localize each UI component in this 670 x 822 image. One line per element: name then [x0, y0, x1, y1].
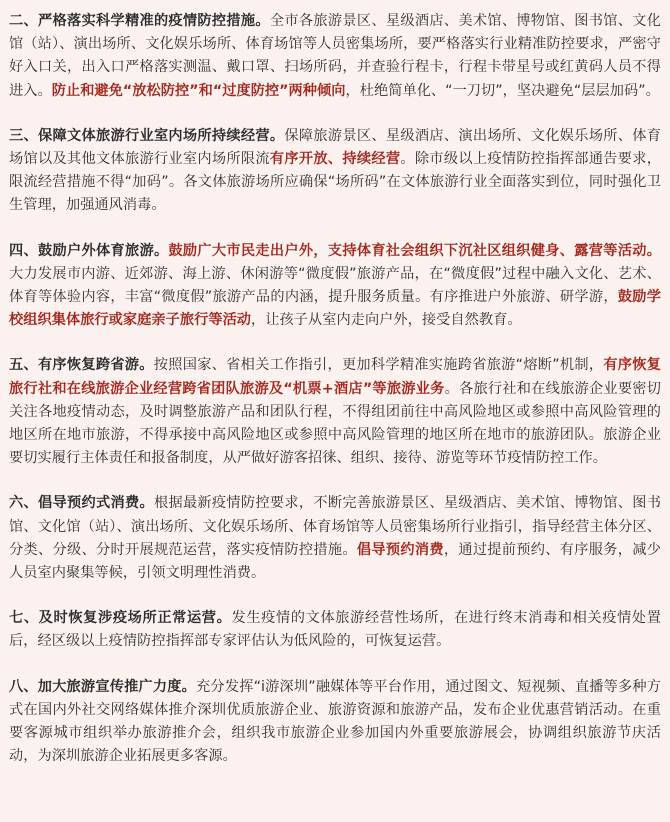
section-text: ，通过提前预约、有序服务，减少人员室内聚集等候，引领文明理性消费。 [9, 541, 661, 582]
section-heading: 六、倡导预约式消费。 [9, 495, 154, 512]
section-heading: 二、严格落实科学精准的疫情防控措施。 [9, 13, 270, 29]
section-text: ，杜绝简单化、“一刀切”，坚决避免“层层加码”。 [345, 82, 660, 99]
highlight-text: 鼓励广大市民走出户外，支持体育社会组织下沉社区组织健身、露营等活动。 [168, 242, 661, 259]
highlight-text: 有序恢复旅行社和在线旅游企业经营跨省团队旅游及“机票+酒店”等旅游业务 [9, 357, 661, 397]
section-text: 充分发挥“i游深圳”融媒体等平台作用，通过图文、短视频、直播等多种方式在国内外社交网络媒体推介深圳优质旅游企业、旅游资源和旅游产品，发布企业优惠营销活动。在重要客源城市组织举办旅游推介会，组织我市旅游企业参加国内外重要旅游展会，协调组织旅游节庆活动，为深圳旅游企业拓展更多客源。 [9, 678, 661, 765]
section-heading: 三、保障文体旅游行业室内场所持续经营。 [9, 127, 285, 144]
highlight-text: 鼓励学校组织集体旅行或家庭亲子旅行等活动 [9, 289, 662, 329]
section-text: 全市各旅游景区、星级酒店、美术馆、博物馆、图书馆、文化馆（站）、演出场所、文化娱乐场所、体育场馆等人员密集场所，要严格落实行业精准防控要求，严密守好入口关，出入口严格落实测温、戴口罩、扫场所码，并查验行程卡，行程卡带星号或红黄码人员不得进入。 [9, 13, 661, 99]
section-text: 发生疫情的文体旅游经营性场所，在进行终末消毒和相关疫情处置后，经区级以上疫情防控指挥部专家评估认为低风险的，可恢复运营。 [9, 610, 661, 650]
section-heading: 八、加大旅游宣传推广力度。 [9, 678, 197, 695]
highlight-text: 防止和避免“放松防控”和“过度防控”两种倾向 [51, 82, 346, 99]
section-text: 。除市级以上疫情防控指挥部通告要求，限流经营措施不得“加码”。各文体旅游场所应确保“场所码”在文体旅游行业全面落实到位，同时强化卫生管理，加强通风消毒。 [9, 151, 662, 214]
section-text: 按照国家、省相关工作指引，更加科学精准实施跨省旅游“熔断”机制， [153, 357, 604, 374]
section-8 [9, 676, 661, 769]
highlight-text: 有序开放、持续经营 [269, 151, 401, 168]
section-2 [9, 10, 661, 103]
highlight-text: 倡导预约消费 [356, 541, 444, 558]
section-heading: 五、有序恢复跨省游。 [9, 357, 154, 374]
section-text: 。各旅行社和在线旅游企业要密切关注各地疫情动态，及时调整旅游产品和团队行程，不得组团前往中高风险地区或参照中高风险管理的地区所在地市旅游，不得承接中高风险地区或参照中高风险管理的地区所在地市的旅游团队。旅游企业要切实履行主体责任和报备制度，从严做好游客招徕、组织、接待、游览等环节疫情防控工作。 [9, 380, 661, 467]
section-6 [9, 492, 661, 585]
section-text: 根据最新疫情防控要求，不断完善旅游景区、星级酒店、美术馆、博物馆、图书馆、文化馆（站）、演出场所、文化娱乐场所、体育场馆等人员密集场所行业指引，指导经营主体分区、分类、分级、分时开展规范运营，落实疫情防控措施。 [9, 495, 661, 558]
section-text: 保障旅游景区、星级酒店、演出场所、文化娱乐场所、体育场馆以及其他文体旅游行业室内场所限流 [9, 127, 662, 168]
section-5 [9, 354, 661, 470]
section-7 [9, 607, 661, 653]
section-4 [9, 240, 661, 333]
section-heading: 四、鼓励户外体育旅游。 [9, 242, 169, 259]
section-text: ，让孩子从室内走向户外，接受自然教育。 [251, 312, 522, 329]
section-text: 大力发展市内游、近郊游、海上游、休闲游等“微度假”旅游产品，在“微度假”过程中融入文化、艺术、体育等体验内容，丰富“微度假”旅游产品的内涵，提升服务质量。有序推进户外旅游、研学游， [9, 265, 661, 306]
section-heading: 七、及时恢复涉疫场所正常运营。 [9, 610, 232, 627]
section-3 [9, 125, 661, 218]
